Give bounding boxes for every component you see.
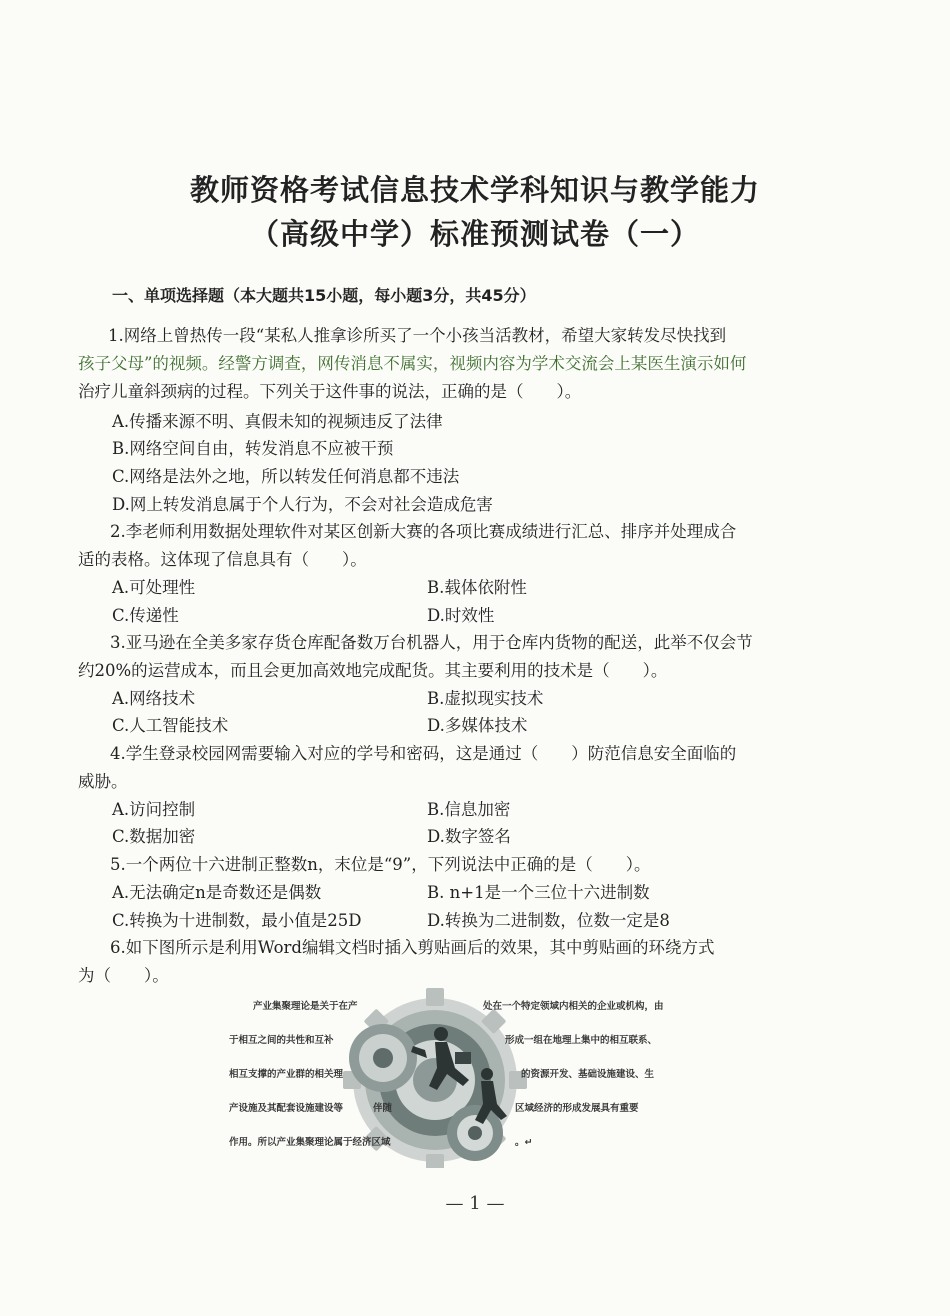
q3-stem-line1: 3.亚马逊在全美多家存货仓库配备数万台机器人，用于仓库内货物的配送，此举不仅会节 [110, 633, 753, 652]
figure-text-row4b: 伴随 [373, 1103, 393, 1114]
figure-text-row3b: 的资源开发、基础设施建设、生 [521, 1069, 655, 1080]
q6-stem-line2: 为（ ）。 [78, 966, 169, 985]
q3-option-d: D.多媒体技术 [427, 716, 528, 735]
q2-stem-line2: 适的表格。这体现了信息具有（ ）。 [78, 550, 367, 569]
q2-option-c: C.传递性 [112, 606, 179, 625]
section-heading: 一、单项选择题（本大题共15小题，每小题3分，共45分） [112, 286, 536, 305]
exam-title-line2: （高级中学）标准预测试卷（一） [249, 217, 700, 251]
page-number: — 1 — [445, 1193, 505, 1214]
figure-text-row1b: 处在一个特定领域内相关的企业或机构，由 [483, 1001, 664, 1012]
q1-option-d: D.网上转发消息属于个人行为，不会对社会造成危害 [112, 495, 493, 514]
q3-option-a: A.网络技术 [112, 689, 196, 708]
figure-text-row4c: 区域经济的形成发展具有重要 [515, 1103, 639, 1114]
exam-title-line1: 教师资格考试信息技术学科知识与教学能力 [189, 173, 760, 207]
q1-option-c: C.网络是法外之地，所以转发任何消息都不违法 [112, 467, 460, 486]
figure-text-row2a: 于相互之间的共性和互补 [229, 1035, 334, 1046]
q4-stem-line1: 4.学生登录校园网需要输入对应的学号和密码，这是通过（ ）防范信息安全面临的 [110, 744, 737, 763]
q5-stem-line1: 5.一个两位十六进制正整数n，末位是“9”，下列说法中正确的是（ ）。 [110, 855, 651, 874]
q1-option-a: A.传播来源不明、真假未知的视频违反了法律 [112, 412, 443, 431]
q5-option-d: D.转换为二进制数，位数一定是8 [427, 911, 670, 930]
q2-stem-line1: 2.李老师利用数据处理软件对某区创新大赛的各项比赛成绩进行汇总、排序并处理成合 [110, 522, 737, 541]
figure-text-row3a: 相互支撑的产业群的相关理 [229, 1069, 344, 1080]
q3-option-b: B.虚拟现实技术 [427, 689, 544, 708]
q6-stem-line1: 6.如下图所示是利用Word编辑文档时插入剪贴画后的效果，其中剪贴画的环绕方式 [110, 938, 715, 957]
q4-option-d: D.数字签名 [427, 827, 511, 846]
q4-option-b: B.信息加密 [427, 800, 511, 819]
q2-option-d: D.时效性 [427, 606, 495, 625]
q2-option-a: A.可处理性 [112, 578, 196, 597]
figure-text-row2b: 形成一组在地理上集中的相互联系、 [505, 1035, 658, 1046]
q5-option-c: C.转换为十进制数，最小值是25D [112, 911, 362, 930]
q1-option-b: B.网络空间自由，转发消息不应被干预 [112, 439, 394, 458]
figure-text-row5b: 。↵ [515, 1137, 533, 1148]
q4-option-a: A.访问控制 [112, 800, 196, 819]
figure-text-row4a: 产设施及其配套设施建设等 [229, 1103, 344, 1114]
q5-option-a: A.无法确定n是奇数还是偶数 [112, 883, 322, 902]
figure-text-row1a: 产业集聚理论是关于在产 [253, 1001, 358, 1012]
clipart-figure [225, 988, 705, 1168]
q5-option-b: B. n+1是一个三位十六进制数 [427, 883, 650, 902]
q4-option-c: C.数据加密 [112, 827, 196, 846]
q2-option-b: B.载体依附性 [427, 578, 527, 597]
q4-stem-line2: 威胁。 [78, 772, 128, 791]
q1-stem-line2: 孩子父母”的视频。经警方调查，网传消息不属实，视频内容为学术交流会上某医生演示如何 [78, 354, 747, 373]
q3-option-c: C.人工智能技术 [112, 716, 229, 735]
q1-stem-line1: 1.网络上曾热传一段“某私人推拿诊所买了一个小孩当活教材，希望大家转发尽快找到 [108, 326, 727, 345]
figure-text-row5a: 作用。所以产业集聚理论属于经济区域 [229, 1137, 391, 1148]
q3-stem-line2: 约20%的运营成本，而且会更加高效地完成配货。其主要利用的技术是（ ）。 [78, 661, 668, 680]
q1-stem-line3: 治疗儿童斜颈病的过程。下列关于这件事的说法，正确的是（ ）。 [78, 382, 582, 401]
